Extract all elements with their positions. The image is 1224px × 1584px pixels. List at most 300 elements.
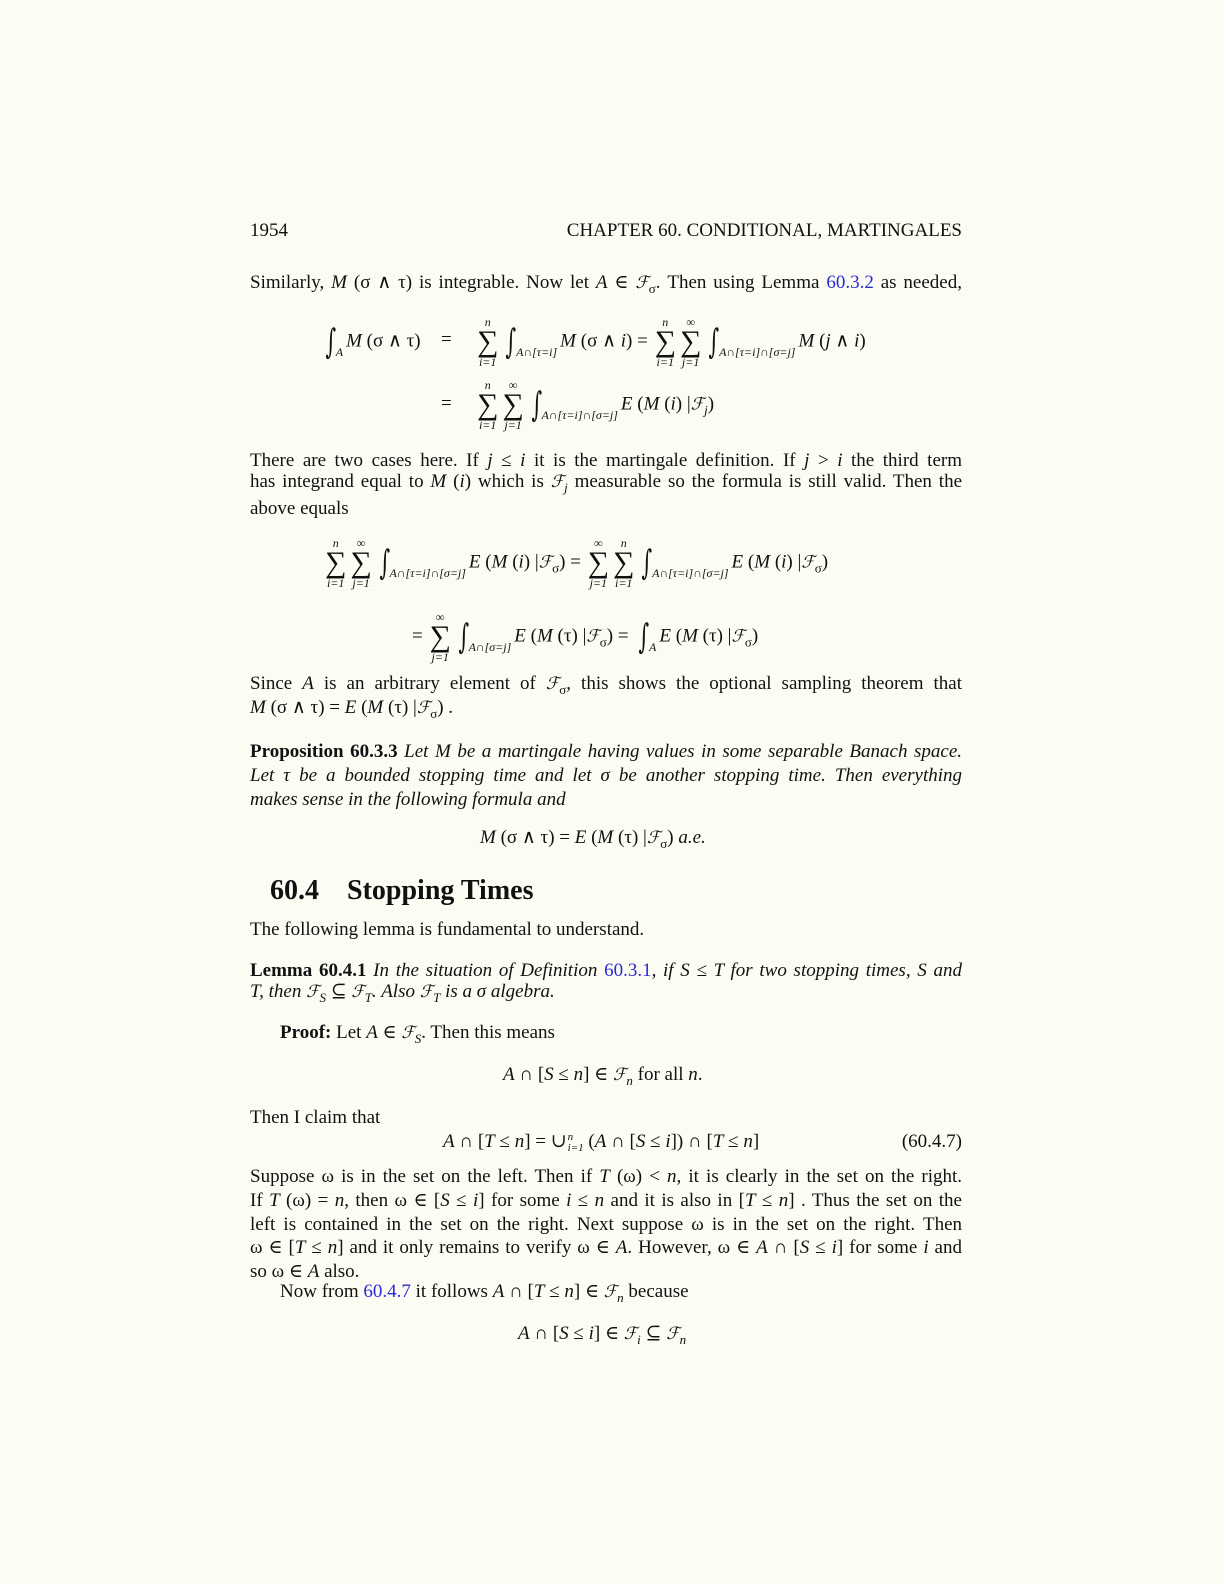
integral-symbol: ∫ bbox=[708, 322, 720, 362]
cross-reference-link[interactable]: 60.3.2 bbox=[826, 272, 874, 293]
integral-symbol: ∫ bbox=[325, 322, 337, 362]
section-title: Stopping Times bbox=[347, 875, 534, 906]
upper-limit: n bbox=[484, 378, 491, 392]
text-run: = bbox=[441, 393, 452, 414]
text-run: , then ω ∈ [ bbox=[344, 1190, 441, 1211]
math-italic: A bbox=[307, 1261, 320, 1282]
math-italic: i bbox=[566, 1190, 572, 1211]
script-f-symbol: ℱ bbox=[401, 1023, 415, 1043]
math-italic: M bbox=[643, 393, 660, 415]
script-f-symbol: ℱ bbox=[801, 552, 815, 573]
text-run: for all bbox=[632, 1064, 689, 1085]
text-run: and bbox=[928, 1237, 962, 1258]
text-run: it is the martingale definition. If bbox=[525, 450, 805, 471]
text-run: ] and it only remains to verify ω ∈ bbox=[337, 1237, 616, 1258]
text-line bbox=[320, 322, 421, 362]
script-f-symbol: ℱ bbox=[635, 273, 649, 293]
text-run: ) bbox=[859, 330, 866, 352]
text-run: the third term bbox=[842, 450, 962, 471]
math-italic: A bbox=[492, 1281, 505, 1302]
text-run: ( bbox=[446, 471, 460, 492]
text-run: left is contained in the set on the right. Next suppose ω is in the set on the right. Then bbox=[250, 1214, 962, 1235]
script-f-symbol: ℱ bbox=[550, 472, 565, 492]
text-run: ) bbox=[751, 625, 759, 647]
math-italic: n bbox=[778, 1190, 789, 1211]
text-run: ) bbox=[707, 393, 715, 415]
subscript: j bbox=[564, 480, 568, 495]
sigma-symbol: ∑ bbox=[477, 388, 499, 421]
text-run: ) | bbox=[675, 393, 691, 415]
math-italic: n bbox=[564, 1281, 574, 1302]
math-italic: M bbox=[430, 471, 447, 492]
text-run: ≤ bbox=[571, 1190, 595, 1211]
text-run: , it is clearly in the set on the right. bbox=[676, 1166, 962, 1187]
text-line bbox=[250, 918, 644, 942]
math-italic: n bbox=[327, 1237, 338, 1258]
math-italic: M bbox=[560, 330, 576, 352]
math-italic: M bbox=[346, 330, 362, 352]
integration-domain: A bbox=[335, 345, 344, 359]
text-line bbox=[475, 316, 866, 368]
subscript: n bbox=[679, 1332, 687, 1347]
math-italic: M bbox=[536, 625, 553, 647]
cross-reference-link[interactable]: 60.3.1 bbox=[604, 960, 652, 981]
text-run: Similarly, bbox=[250, 272, 332, 293]
subscript: n bbox=[626, 1073, 633, 1088]
text-run: ∩ [ bbox=[606, 1131, 636, 1152]
text-run: . Then using Lemma bbox=[655, 272, 827, 293]
text-run: ] bbox=[752, 1131, 760, 1152]
text-run: Let bbox=[331, 1022, 367, 1043]
text-line bbox=[280, 1280, 689, 1310]
integral-symbol: ∫ bbox=[379, 543, 390, 583]
subscript: j bbox=[704, 402, 708, 418]
integral-symbol: ∫ bbox=[505, 322, 517, 362]
text-run: ) bbox=[821, 551, 829, 573]
text-run: ) . bbox=[437, 697, 454, 718]
subscript: σ bbox=[744, 634, 752, 650]
math-italic: j bbox=[804, 450, 810, 471]
math-italic: n bbox=[573, 1064, 584, 1085]
text-run: ∩ [ bbox=[767, 1237, 800, 1258]
sigma-symbol: ∑ bbox=[477, 325, 499, 358]
summation-operator bbox=[350, 537, 371, 589]
text-run: ) bbox=[667, 827, 679, 848]
math-italic: A bbox=[518, 1323, 530, 1344]
lower-limit: i=1 bbox=[614, 576, 633, 590]
page-number: 1954 bbox=[250, 220, 288, 241]
text-run: ] . Thus the set on the bbox=[788, 1190, 962, 1211]
integration-domain: A∩[τ=i]∩[σ=j] bbox=[719, 345, 796, 359]
math-italic: E bbox=[574, 827, 587, 848]
text-run: ≤ bbox=[553, 1064, 574, 1085]
bold-label: Lemma 60.4.1 bbox=[250, 960, 367, 981]
text-line bbox=[250, 1236, 962, 1260]
upper-limit: ∞ bbox=[686, 315, 695, 329]
text-line bbox=[250, 1189, 962, 1213]
text-run: . Then this means bbox=[421, 1022, 555, 1043]
script-f-symbol: ℱ bbox=[538, 552, 553, 573]
summation-operator bbox=[588, 537, 609, 589]
text-run: The following lemma is fundamental to understand. bbox=[250, 919, 645, 940]
sigma-symbol: ∑ bbox=[325, 546, 347, 579]
text-run: (σ ∧ bbox=[576, 330, 621, 352]
text-line bbox=[441, 328, 452, 352]
text-run: ≤ bbox=[809, 1237, 832, 1258]
subscript: σ bbox=[648, 281, 656, 296]
math-italic: S bbox=[559, 1323, 569, 1344]
math-italic: T bbox=[712, 1131, 724, 1152]
subscript: σ bbox=[599, 634, 607, 650]
text-line bbox=[250, 497, 349, 521]
text-run: (σ ∧ τ) = bbox=[495, 827, 575, 848]
math-italic: , if S ≤ T for two stopping times, S and bbox=[651, 960, 962, 981]
integral-operator bbox=[638, 543, 728, 583]
text-run: (τ) | bbox=[697, 625, 732, 647]
math-italic: j bbox=[487, 450, 493, 471]
section-number: 60.4 bbox=[270, 875, 319, 906]
subscript: T bbox=[433, 990, 441, 1005]
script-f-symbol: ℱ bbox=[416, 698, 431, 718]
script-f-symbol: ℱ bbox=[666, 1324, 680, 1344]
text-run: There are two cases here. If bbox=[250, 450, 488, 471]
math-italic: S bbox=[635, 1131, 646, 1152]
text-run: ]) ∩ [ bbox=[670, 1131, 713, 1152]
text-run: ⊆ bbox=[640, 1323, 667, 1344]
summation-operator bbox=[325, 537, 346, 589]
integral-symbol: ∫ bbox=[458, 617, 470, 657]
text-run: ≤ bbox=[305, 1237, 328, 1258]
integral-operator bbox=[455, 617, 511, 657]
upper-limit: n bbox=[662, 315, 669, 329]
text-run: . bbox=[697, 1064, 703, 1085]
text-run: ] for some bbox=[478, 1190, 567, 1211]
math-italic: A bbox=[443, 1131, 455, 1152]
upper-limit: n bbox=[332, 536, 339, 550]
integral-operator bbox=[322, 322, 343, 362]
math-italic: T, then bbox=[250, 981, 307, 1002]
math-italic: A bbox=[302, 673, 314, 694]
bold-label: Proof: bbox=[280, 1022, 332, 1043]
script-f-symbol: ℱ bbox=[306, 982, 320, 1002]
text-run: ] for some bbox=[836, 1237, 924, 1258]
script-f-symbol: ℱ bbox=[351, 982, 365, 1002]
text-run: (ω) = bbox=[279, 1190, 335, 1211]
math-italic: M bbox=[367, 697, 384, 718]
text-run: ] ∈ bbox=[573, 1281, 604, 1302]
sigma-symbol: ∑ bbox=[587, 546, 610, 579]
math-italic: T bbox=[484, 1131, 495, 1152]
summation-operator bbox=[680, 316, 701, 368]
running-title: CHAPTER 60. CONDITIONAL, MARTINGALES bbox=[566, 220, 962, 241]
text-run: Now from bbox=[280, 1281, 364, 1302]
math-italic: M bbox=[480, 827, 496, 848]
text-run: ) = bbox=[626, 330, 653, 352]
text-run: has integrand equal to bbox=[250, 471, 431, 492]
cross-reference-link[interactable]: 60.4.7 bbox=[363, 1281, 411, 1302]
text-run: (τ) | bbox=[383, 697, 417, 718]
text-run: measurable so the formula is still valid. Then the bbox=[567, 471, 962, 492]
text-run: ≤ bbox=[544, 1281, 565, 1302]
math-italic: M bbox=[682, 625, 698, 647]
text-run: as needed, bbox=[873, 272, 962, 293]
text-run: = bbox=[441, 329, 452, 350]
text-line bbox=[480, 826, 706, 856]
math-italic: M bbox=[331, 272, 347, 293]
math-italic: i bbox=[588, 1323, 594, 1344]
math-italic: T bbox=[269, 1190, 280, 1211]
integral-symbol: ∫ bbox=[531, 385, 542, 425]
subscript: σ bbox=[660, 836, 668, 851]
math-italic: i bbox=[620, 330, 627, 352]
summation-operator bbox=[477, 316, 498, 368]
text-run: above equals bbox=[250, 498, 349, 519]
text-run: ( bbox=[659, 393, 671, 415]
text-run: ] ∈ bbox=[593, 1323, 624, 1344]
text-run: . However, ω ∈ bbox=[627, 1237, 757, 1258]
text-run: is an arbitrary element of bbox=[313, 673, 546, 694]
text-run: ( bbox=[670, 625, 683, 647]
integration-domain: A∩[τ=i]∩[σ=j] bbox=[389, 566, 466, 580]
text-run: ] ∈ bbox=[583, 1064, 614, 1085]
text-run: ω ∈ [ bbox=[250, 1237, 295, 1258]
math-italic: i bbox=[473, 1190, 479, 1211]
sigma-symbol: ∑ bbox=[502, 388, 524, 421]
text-line bbox=[250, 740, 962, 764]
text-run: , this shows the optional sampling theorem that bbox=[566, 673, 962, 694]
integral-symbol: ∫ bbox=[641, 543, 653, 583]
integral-operator bbox=[376, 543, 466, 583]
text-line bbox=[441, 392, 452, 416]
script-f-symbol: ℱ bbox=[586, 626, 600, 647]
math-italic: Let M be a martingale having values in some separable Banach space. bbox=[397, 741, 962, 762]
text-run: ( bbox=[743, 551, 755, 573]
text-run: (60.4.7) bbox=[901, 1131, 962, 1152]
text-line bbox=[250, 764, 962, 788]
lower-limit: j=1 bbox=[589, 576, 608, 590]
upper-limit: n bbox=[484, 315, 491, 329]
upper-limit: n bbox=[567, 1130, 574, 1143]
text-line bbox=[250, 1213, 962, 1237]
math-italic: a.e. bbox=[678, 827, 706, 848]
text-run: ∈ bbox=[377, 1022, 402, 1043]
text-run: (ω) < bbox=[609, 1166, 668, 1187]
integration-domain: A∩[τ=i]∩[σ=j] bbox=[652, 566, 729, 580]
text-run: ( bbox=[356, 697, 368, 718]
text-run: ( bbox=[586, 827, 598, 848]
math-italic: A bbox=[594, 1131, 607, 1152]
integral-operator bbox=[635, 617, 656, 657]
math-italic: M bbox=[250, 697, 266, 718]
text-line bbox=[323, 537, 828, 589]
text-run: because bbox=[623, 1281, 689, 1302]
math-italic: i bbox=[518, 551, 524, 573]
math-italic: n bbox=[514, 1131, 525, 1152]
math-italic: S bbox=[544, 1064, 554, 1085]
lower-limit: j=1 bbox=[681, 355, 700, 369]
summation-operator bbox=[429, 611, 450, 663]
math-italic: E bbox=[514, 625, 526, 647]
math-italic: S bbox=[799, 1237, 810, 1258]
math-italic: E bbox=[468, 551, 481, 573]
math-italic: makes sense in the following formula and bbox=[250, 789, 566, 810]
text-run: ( bbox=[507, 551, 519, 573]
math-italic: M bbox=[754, 551, 771, 573]
text-run: ⊆ bbox=[326, 981, 352, 1002]
lower-limit: j=1 bbox=[431, 650, 449, 664]
math-italic: i bbox=[665, 1131, 671, 1152]
summation-operator bbox=[502, 379, 523, 431]
lower-limit: i=1 bbox=[656, 355, 674, 369]
integral-operator bbox=[502, 322, 557, 362]
math-italic: In the situation of Definition bbox=[366, 960, 605, 981]
integration-domain: A bbox=[649, 640, 657, 654]
math-italic: E bbox=[344, 697, 357, 718]
math-italic: n bbox=[334, 1190, 345, 1211]
text-run: ( bbox=[480, 551, 492, 573]
text-line bbox=[280, 1021, 555, 1051]
text-run: ≤ bbox=[449, 1190, 473, 1211]
bold-label: Proposition 60.3.3 bbox=[250, 741, 398, 762]
math-italic: T bbox=[599, 1166, 610, 1187]
script-f-symbol: ℱ bbox=[613, 1065, 627, 1085]
subscript: σ bbox=[814, 560, 822, 576]
text-run: ∩ [ bbox=[454, 1131, 485, 1152]
equation-number bbox=[902, 1130, 962, 1154]
math-italic: T bbox=[744, 1190, 756, 1211]
text-run: ≤ bbox=[723, 1131, 744, 1152]
subscript: σ bbox=[430, 706, 438, 721]
text-run: ∩ [ bbox=[514, 1064, 545, 1085]
text-run: = bbox=[412, 625, 428, 647]
math-italic: E bbox=[620, 393, 633, 415]
math-italic: j bbox=[825, 330, 831, 352]
text-run: (τ) | bbox=[613, 827, 647, 848]
math-italic: A bbox=[615, 1237, 628, 1258]
script-f-symbol: ℱ bbox=[646, 828, 661, 848]
math-italic: T bbox=[294, 1237, 306, 1258]
text-line bbox=[250, 470, 962, 500]
text-run: ) = bbox=[606, 625, 634, 647]
math-italic: A bbox=[756, 1237, 768, 1258]
math-italic: S bbox=[440, 1190, 450, 1211]
text-run: ∧ bbox=[830, 330, 855, 352]
integral-operator bbox=[528, 385, 618, 425]
text-line bbox=[250, 696, 453, 726]
math-italic: Let τ be a bounded stopping time and let σ be another stopping time. Then everything bbox=[250, 765, 962, 786]
subscript: S bbox=[414, 1031, 422, 1046]
math-italic: T bbox=[533, 1281, 545, 1302]
summation-operator bbox=[613, 537, 634, 589]
math-italic: M bbox=[597, 827, 614, 848]
math-italic: n bbox=[688, 1064, 698, 1085]
text-line bbox=[250, 788, 566, 812]
sigma-symbol: ∑ bbox=[350, 546, 372, 579]
text-run: so ω ∈ bbox=[250, 1261, 308, 1282]
text-run: ) = bbox=[559, 551, 586, 573]
lower-limit: i=1 bbox=[478, 418, 497, 432]
lower-limit: i=1 bbox=[567, 1141, 584, 1154]
math-italic: M bbox=[491, 551, 508, 573]
text-run: ∩ [ bbox=[504, 1281, 534, 1302]
text-run: ( bbox=[770, 551, 782, 573]
text-line bbox=[412, 611, 758, 663]
upper-limit: ∞ bbox=[508, 378, 518, 392]
script-f-symbol: ℱ bbox=[419, 982, 434, 1002]
integral-symbol: ∫ bbox=[638, 617, 650, 657]
integral-operator bbox=[705, 322, 795, 362]
sigma-symbol: ∑ bbox=[654, 325, 676, 358]
text-line bbox=[518, 1322, 686, 1352]
text-run: Suppose ω is in the set on the left. Then if bbox=[250, 1166, 600, 1187]
text-run: ≤ bbox=[645, 1131, 666, 1152]
script-f-symbol: ℱ bbox=[603, 1282, 618, 1302]
text-run: (σ ∧ τ) is integrable. Now let bbox=[346, 272, 596, 293]
summation-operator bbox=[477, 379, 498, 431]
summation-operator bbox=[655, 316, 676, 368]
text-line bbox=[503, 1063, 703, 1093]
text-run: ( bbox=[583, 1131, 595, 1152]
math-italic: i bbox=[670, 393, 676, 415]
subscript: T bbox=[364, 990, 373, 1005]
math-italic: A bbox=[503, 1064, 515, 1085]
text-run: ≤ bbox=[494, 1131, 515, 1152]
math-italic: A bbox=[595, 272, 608, 293]
text-line bbox=[250, 980, 555, 1010]
text-run: ≤ bbox=[568, 1323, 589, 1344]
lower-limit: i=1 bbox=[478, 355, 497, 369]
text-run: ≤ bbox=[492, 450, 521, 471]
script-f-symbol: ℱ bbox=[731, 626, 745, 647]
sigma-symbol: ∑ bbox=[429, 620, 451, 653]
text-run: ) | bbox=[523, 551, 539, 573]
text-run: > bbox=[809, 450, 838, 471]
text-run: ( bbox=[525, 625, 537, 647]
text-run: (τ) | bbox=[552, 625, 587, 647]
math-italic: i bbox=[781, 551, 787, 573]
sigma-symbol: ∑ bbox=[613, 546, 635, 579]
script-f-symbol: ℱ bbox=[690, 394, 705, 415]
text-run: ( bbox=[632, 393, 644, 415]
math-italic: i bbox=[923, 1237, 929, 1258]
math-italic: i bbox=[459, 471, 465, 492]
text-line bbox=[475, 379, 714, 431]
math-italic: n bbox=[594, 1190, 605, 1211]
text-line bbox=[250, 1165, 962, 1189]
text-run: ∩ [ bbox=[529, 1323, 560, 1344]
upper-limit: n bbox=[620, 536, 627, 550]
text-run: also. bbox=[319, 1261, 360, 1282]
math-italic: A bbox=[366, 1022, 378, 1043]
text-run: (σ ∧ τ) = bbox=[265, 697, 345, 718]
text-run: ( bbox=[814, 330, 826, 352]
text-line bbox=[443, 1130, 759, 1154]
text-run: ) which is bbox=[464, 471, 551, 492]
integration-domain: A∩[τ=i]∩[σ=j] bbox=[541, 408, 618, 422]
text-run: If bbox=[250, 1190, 270, 1211]
math-italic: M bbox=[798, 330, 815, 352]
subscript: S bbox=[319, 990, 326, 1005]
text-run: (σ ∧ τ) bbox=[361, 330, 421, 352]
text-run: it follows bbox=[410, 1281, 493, 1302]
script-f-symbol: ℱ bbox=[545, 674, 560, 694]
integration-domain: A∩[σ=j] bbox=[468, 640, 512, 654]
upper-limit: ∞ bbox=[435, 610, 445, 624]
lower-limit: j=1 bbox=[504, 418, 522, 432]
text-line bbox=[250, 1106, 380, 1130]
subscript: σ bbox=[559, 682, 567, 697]
text-line bbox=[250, 271, 962, 301]
